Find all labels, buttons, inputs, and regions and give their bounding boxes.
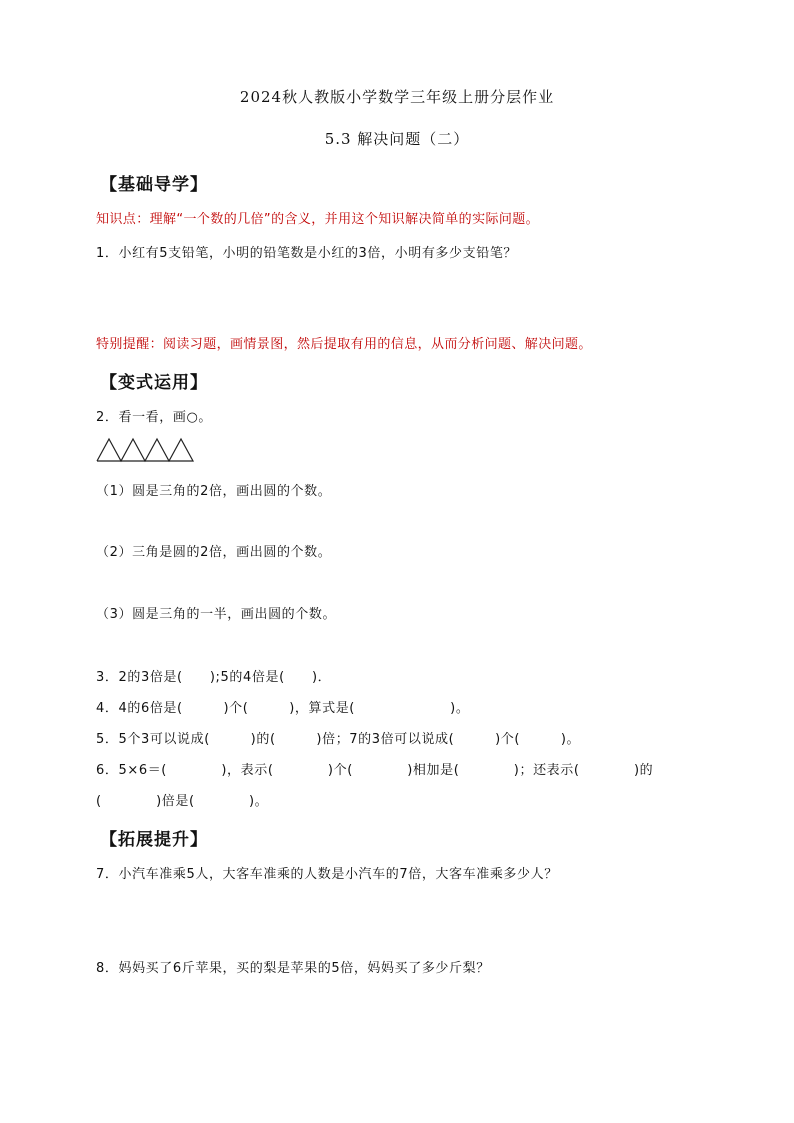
question-8: 8．妈妈买了6斤苹果，买的梨是苹果的5倍，妈妈买了多少斤梨？ — [96, 961, 490, 976]
section-heading-basic: 【基础导学】 — [100, 175, 208, 195]
question-2: 2．看一看，画○。 — [96, 410, 213, 425]
question-7: 7．小汽车准乘5人，大客车准乘的人数是小汽车的7倍，大客车准乘多少人？ — [96, 867, 558, 882]
page-title: 2024秋人教版小学数学三年级上册分层作业 — [239, 88, 555, 106]
triangle-row-shape — [97, 439, 193, 461]
question-6-line-1: 6．5×6＝( )，表示( )个( )相加是( )；还表示( )的 — [96, 763, 654, 778]
question-3: 3．2的3倍是( );5的4倍是( )． — [96, 670, 332, 685]
question-6-line-2: ( )倍是( )。 — [96, 794, 269, 809]
page-subtitle: 5.3 解决问题（二） — [324, 130, 470, 148]
question-2-part-1: （1）圆是三角的2倍，画出圆的个数。 — [96, 484, 332, 499]
triangles-figure — [96, 437, 196, 463]
special-reminder: 特别提醒：阅读习题，画情景图，然后提取有用的信息，从而分析问题、解决问题。 — [96, 337, 592, 352]
section-heading-variation: 【变式运用】 — [100, 373, 208, 393]
question-5: 5．5个3可以说成( )的( )倍；7的3倍可以说成( )个( )。 — [96, 732, 581, 747]
knowledge-point: 知识点：理解“一个数的几倍”的含义，并用这个知识解决简单的实际问题。 — [96, 212, 540, 227]
question-2-part-2: （2）三角是圆的2倍，画出圆的个数。 — [96, 545, 332, 560]
question-1: 1．小红有5支铅笔，小明的铅笔数是小红的3倍，小明有多少支铅笔？ — [96, 246, 518, 261]
question-4: 4．4的6倍是( )个( )，算式是( )。 — [96, 701, 470, 716]
question-2-part-3: （3）圆是三角的一半，画出圆的个数。 — [96, 607, 337, 622]
section-heading-extension: 【拓展提升】 — [100, 830, 208, 850]
